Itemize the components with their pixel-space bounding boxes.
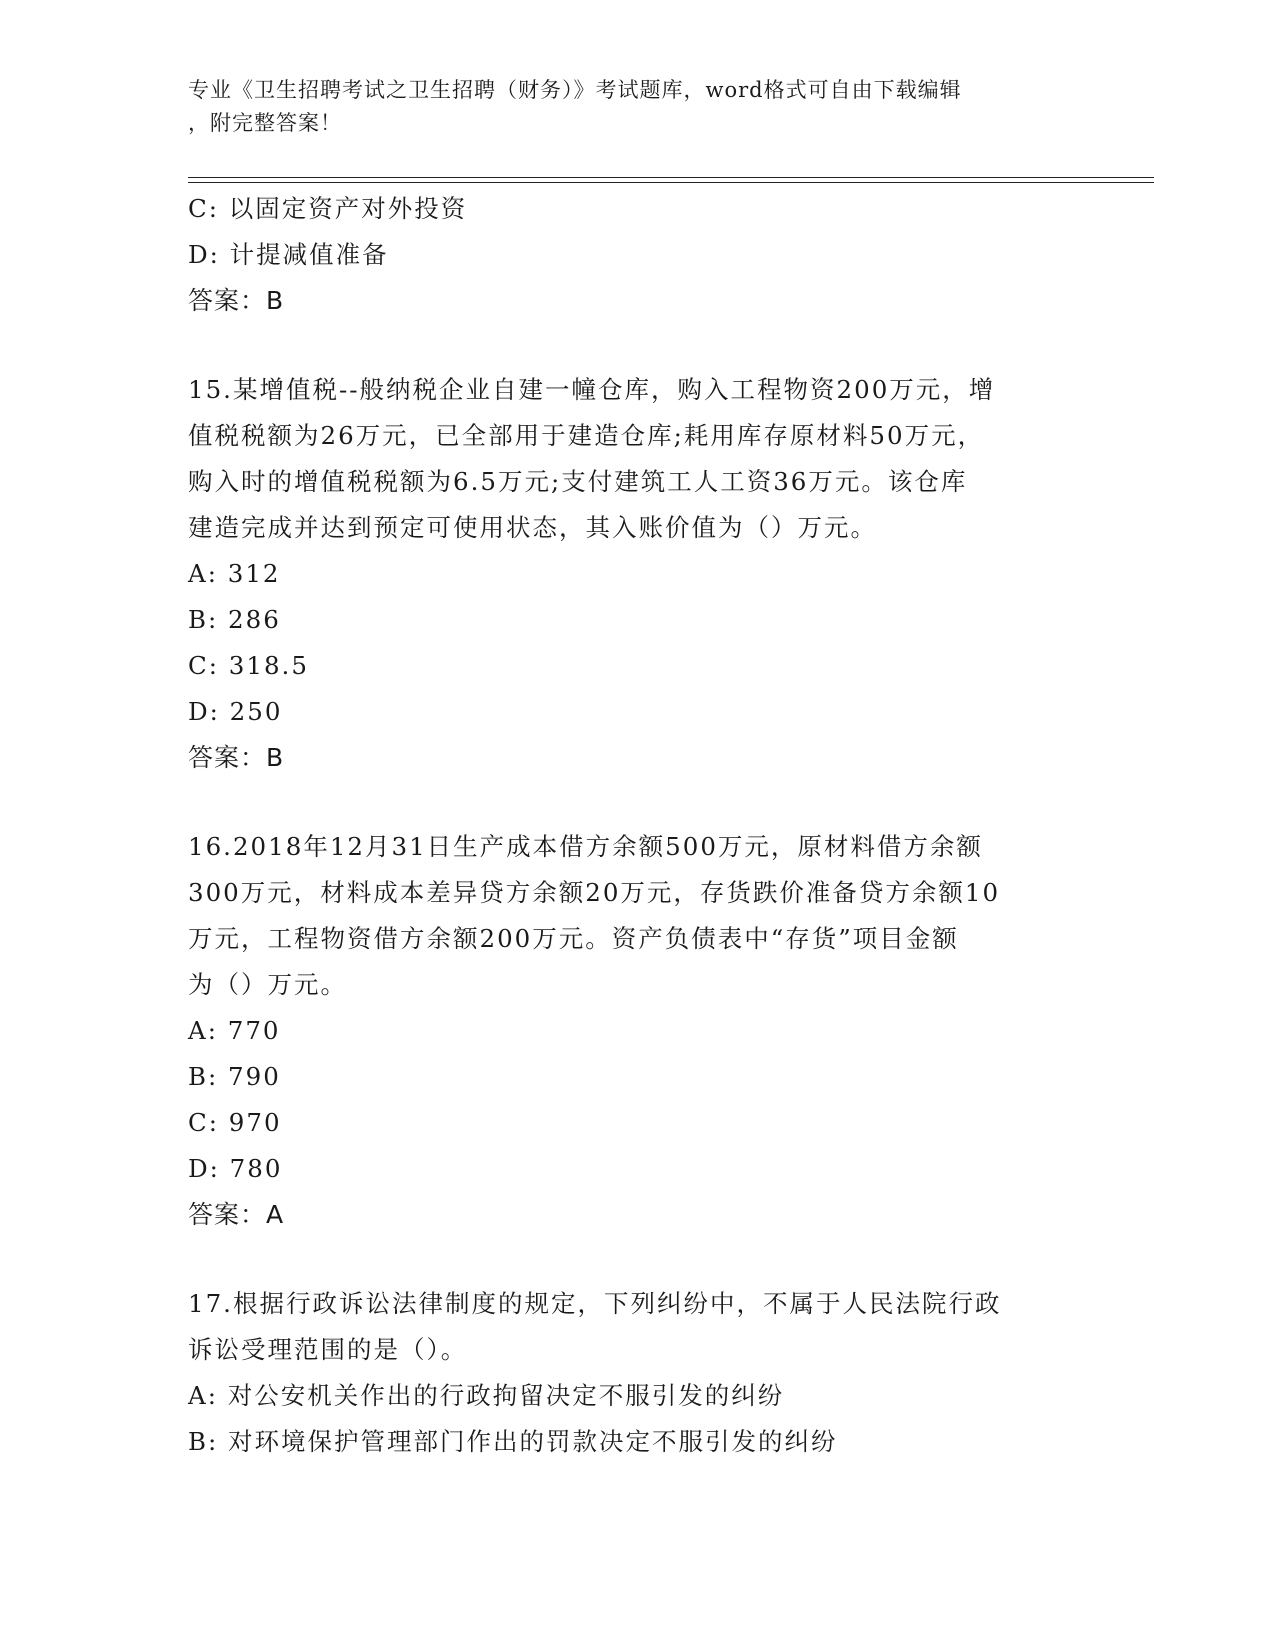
option-d: D: 780	[188, 1154, 283, 1183]
question-text-line: 17.根据行政诉讼法律制度的规定，下列纠纷中，不属于人民法院行政	[188, 1289, 1002, 1318]
question-text-line: 为（）万元。	[188, 970, 347, 999]
question-text-line: 万元，工程物资借方余额200万元。资产负债表中“存货”项目金额	[188, 924, 959, 953]
option-d: D: 计提减值准备	[188, 240, 389, 269]
header-rule-top	[188, 177, 1154, 178]
question-14-tail	[188, 186, 1108, 324]
question-15	[188, 367, 1108, 781]
option-d: D: 250	[188, 697, 283, 726]
question-text-line: 15.某增值税--般纳税企业自建一幢仓库，购入工程物资200万元，增	[188, 375, 996, 404]
document-header	[188, 74, 1068, 140]
option-a: A: 312	[188, 559, 281, 588]
question-content	[188, 186, 1108, 1465]
option-b: B: 790	[188, 1062, 281, 1091]
option-c: C: 以固定资产对外投资	[188, 194, 468, 223]
question-text-line: 16.2018年12月31日生产成本借方余额500万元，原材料借方余额	[188, 832, 983, 861]
option-a: A: 770	[188, 1016, 281, 1045]
option-b: B: 286	[188, 605, 281, 634]
header-rule-bottom	[188, 182, 1154, 183]
question-text-line: 诉讼受理范围的是（）。	[188, 1335, 468, 1364]
answer: 答案：B	[188, 743, 285, 772]
answer: 答案：A	[188, 1200, 285, 1229]
header-line-2: ，附完整答案！	[188, 111, 342, 135]
option-b: B: 对环境保护管理部门作出的罚款决定不服引发的纠纷	[188, 1427, 838, 1456]
header-line-1: 专业《卫生招聘考试之卫生招聘（财务）》考试题库，word格式可自由下载编辑	[188, 78, 962, 102]
answer: 答案：B	[188, 286, 285, 315]
question-17	[188, 1281, 1108, 1465]
option-c: C: 970	[188, 1108, 282, 1137]
question-text-line: 值税税额为26万元，已全部用于建造仓库;耗用库存原材料50万元，	[188, 421, 985, 450]
option-a: A: 对公安机关作出的行政拘留决定不服引发的纠纷	[188, 1381, 785, 1410]
question-16	[188, 824, 1108, 1238]
question-text-line: 购入时的增值税税额为6.5万元;支付建筑工人工资36万元。该仓库	[188, 467, 968, 496]
question-text-line: 建造完成并达到预定可使用状态，其入账价值为（）万元。	[188, 513, 877, 542]
question-text-line: 300万元，材料成本差异贷方余额20万元，存货跌价准备贷方余额10	[188, 878, 1001, 907]
option-c: C: 318.5	[188, 651, 309, 680]
